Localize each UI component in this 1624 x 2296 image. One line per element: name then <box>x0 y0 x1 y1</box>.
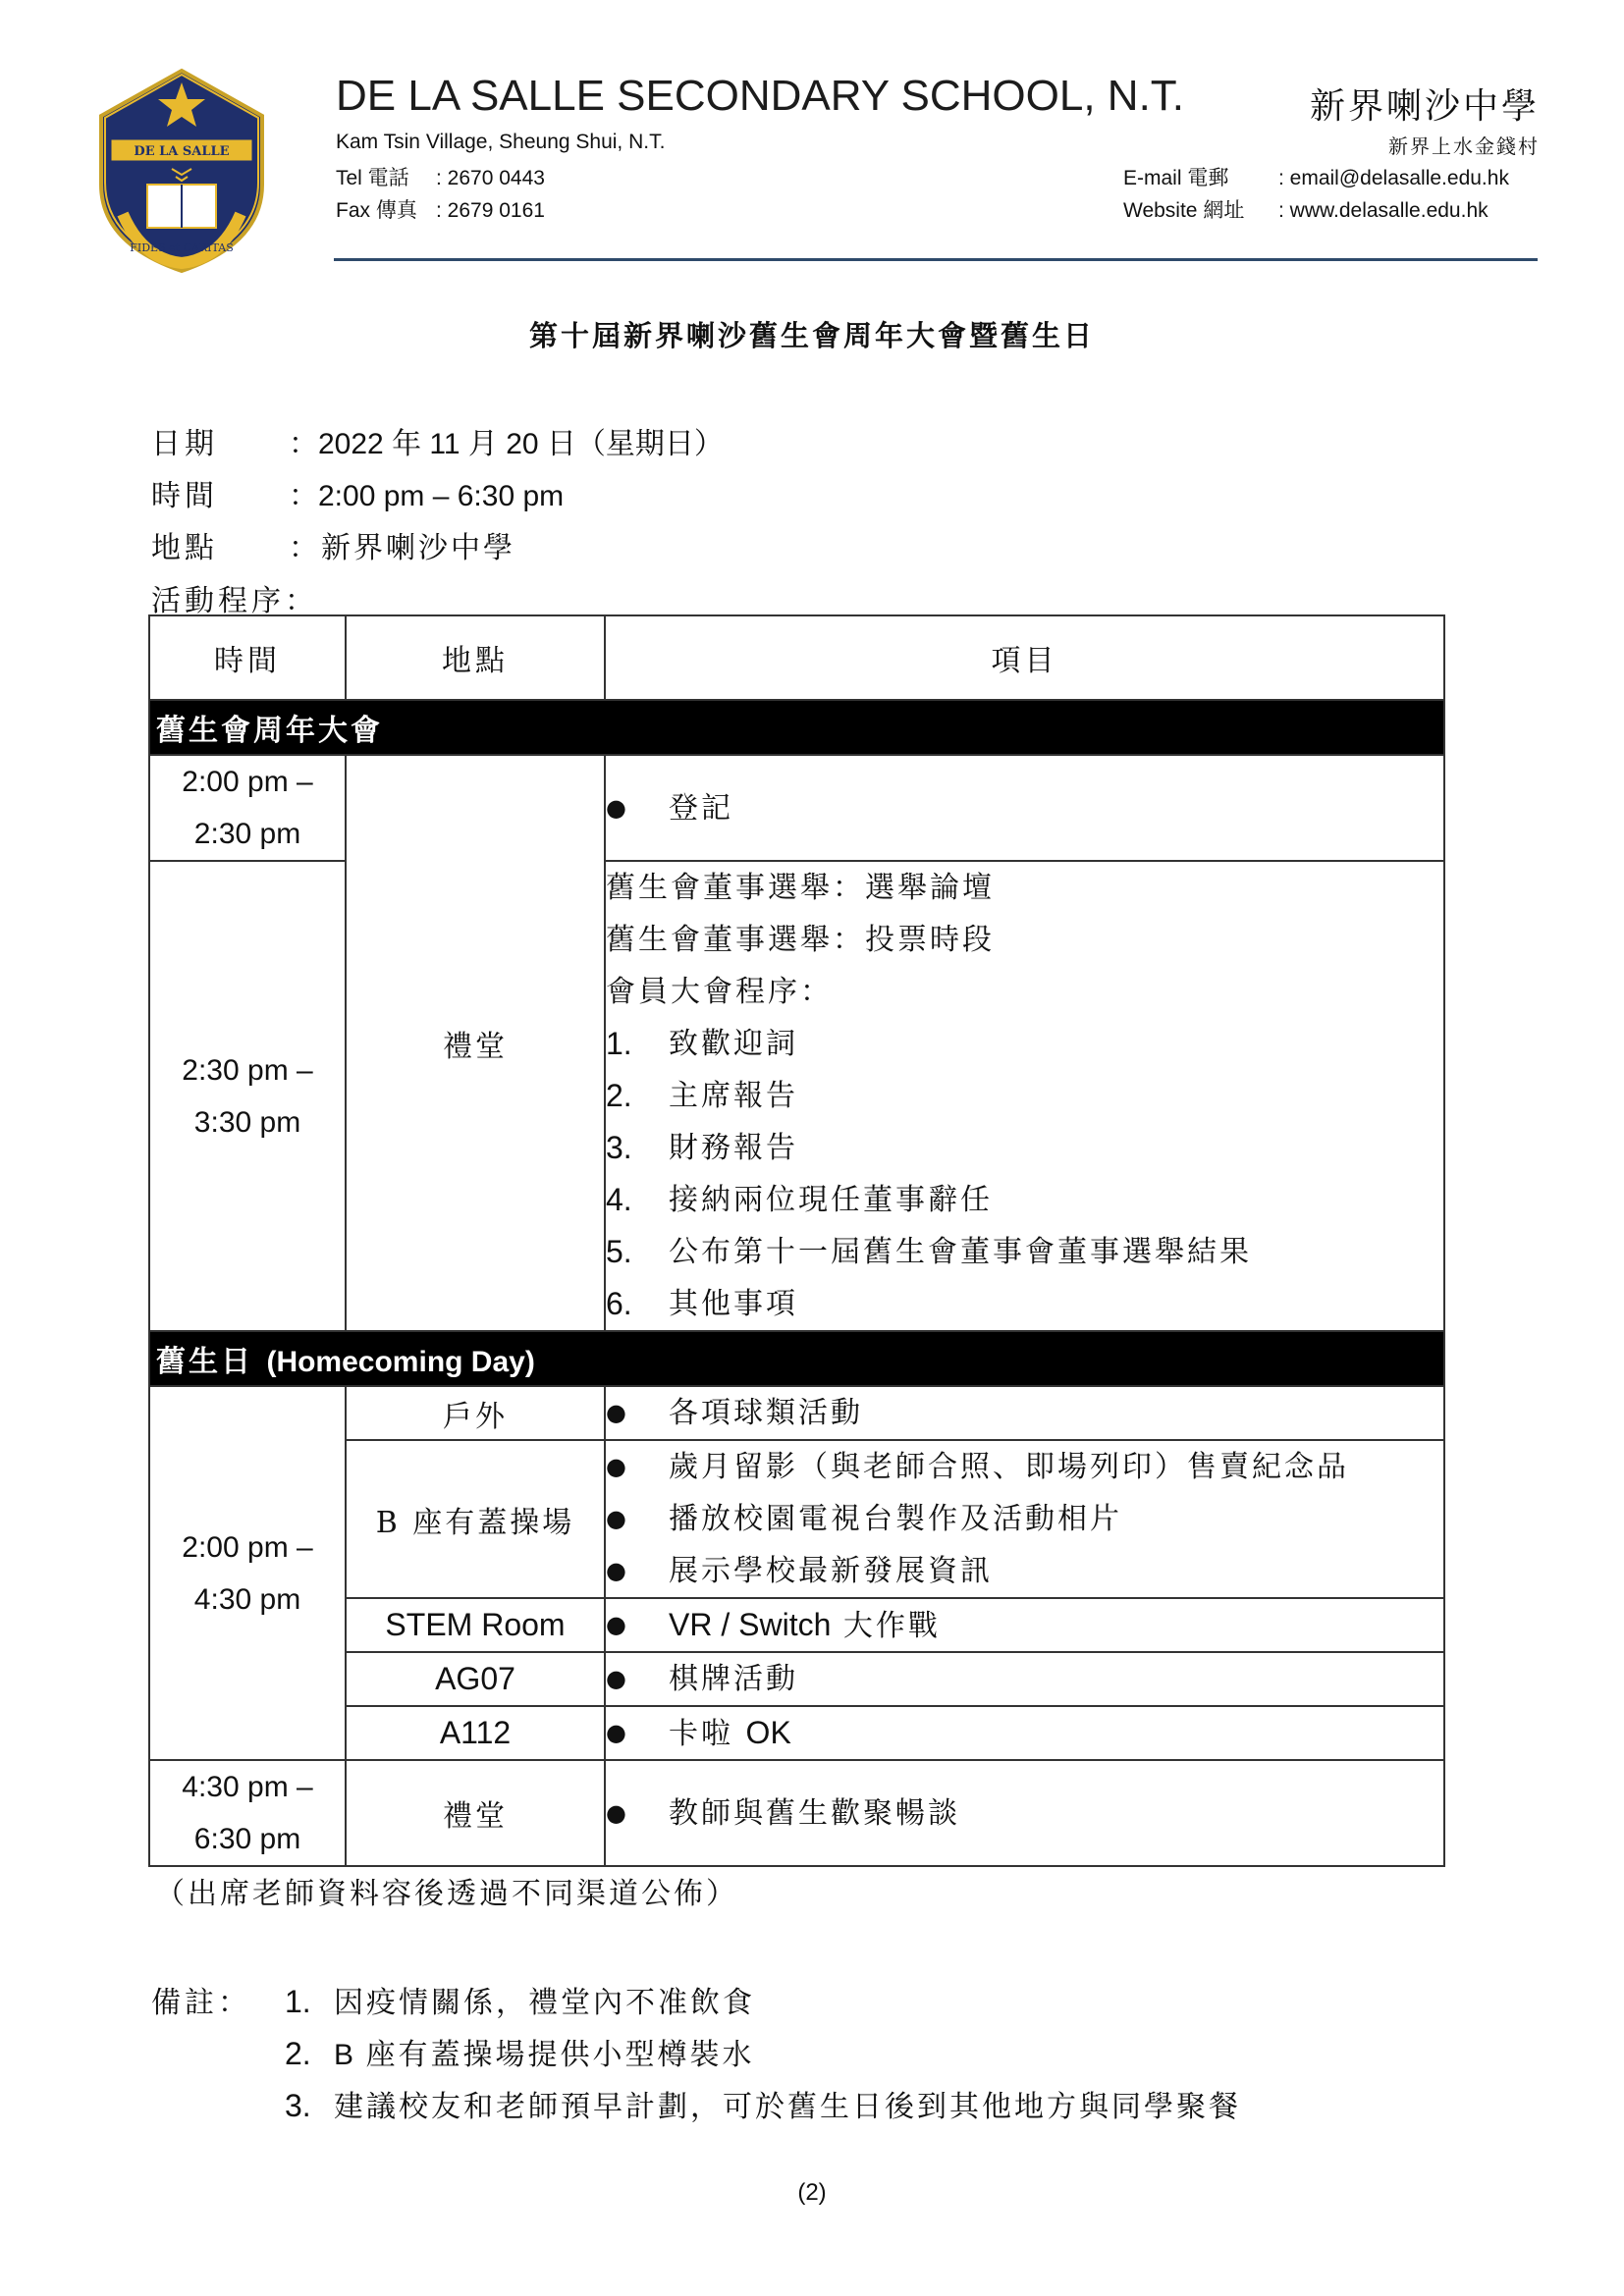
item-number: 6. <box>606 1286 632 1321</box>
table-row <box>149 1386 1444 1440</box>
items-cell <box>605 1652 1444 1706</box>
school-address-zh: 新界上水金錢村 <box>1388 134 1540 158</box>
place-a112: A112 <box>346 1706 605 1760</box>
school-name-en: DE LA SALLE SECONDARY SCHOOL, N.T. <box>336 72 1185 120</box>
place-outdoor: 戶外 <box>346 1386 605 1440</box>
place-hall: 禮堂 <box>346 1760 605 1866</box>
item-number: 1. <box>606 1026 632 1061</box>
time-end: 2:30 pm <box>193 818 301 850</box>
numbered-item <box>606 1174 1443 1226</box>
fax-label: Fax 傳真 <box>336 199 417 222</box>
time-start: 4:30 pm – <box>182 1771 313 1803</box>
program-label: 活動程序： <box>151 584 318 618</box>
numbered-item <box>606 1278 1443 1330</box>
info-venue-value: ：新界喇沙中學 <box>289 531 515 565</box>
item-text: 公布第十一屆舊生會董事會董事選舉結果 <box>669 1235 1252 1269</box>
section-title-en: (Homecoming Day) <box>266 1346 535 1378</box>
remark-text: 因疫情關係，禮堂內不准飲食 <box>334 1986 755 2020</box>
items-cell <box>605 1598 1444 1652</box>
section-title-agm: 舊生會周年大會 <box>149 700 1444 755</box>
item-text: 致歡迎詞 <box>669 1027 798 1061</box>
place-stem-room: STEM Room <box>346 1598 605 1652</box>
remark-number: 3. <box>285 2088 311 2123</box>
item-number: 4. <box>606 1182 632 1217</box>
list-item: ● 教師與舊生歡聚暢談 <box>606 1788 1443 1840</box>
list-item: ● 登記 <box>606 782 1443 834</box>
remarks-label: 備註： <box>151 1986 251 2020</box>
time-start: 2:00 pm – <box>182 766 313 798</box>
letterhead-divider <box>334 258 1538 261</box>
info-time-value: ：2:00 pm – 6:30 pm <box>289 480 565 512</box>
time-cell <box>149 861 346 1331</box>
fax-row <box>336 194 545 224</box>
tel-row <box>336 162 545 191</box>
item-text: 財務報告 <box>669 1131 798 1165</box>
table-header-row <box>149 615 1444 700</box>
time-start: 2:00 pm – <box>182 1530 313 1564</box>
list-item: ● 展示學校最新發展資訊 <box>606 1545 1443 1597</box>
remark-number: 1. <box>285 1984 311 2019</box>
item-en: OK <box>745 1715 791 1750</box>
list-item: ● 播放校園電視台製作及活動相片 <box>606 1493 1443 1545</box>
tel-value: : 2670 0443 <box>436 167 545 189</box>
info-time-label: 時間 <box>151 479 218 513</box>
header-place: 地點 <box>346 615 605 700</box>
section-title-zh: 舊生日 <box>156 1345 253 1379</box>
document-title: 第十屆新界喇沙舊生會周年大會暨舊生日 <box>528 319 1095 352</box>
table-row <box>149 755 1444 861</box>
time-start: 2:30 pm – <box>182 1053 313 1087</box>
remark-text: 座有蓋操場提供小型樽裝水 <box>365 2038 755 2072</box>
item-text: 其他事項 <box>669 1287 798 1321</box>
table-row <box>149 861 1444 1331</box>
place-ag07: AG07 <box>346 1652 605 1706</box>
time-end: 6:30 pm <box>193 1823 301 1855</box>
numbered-item <box>606 1018 1443 1070</box>
item-zh: 卡啦 <box>669 1717 733 1751</box>
email-row <box>1123 162 1509 191</box>
section-band-agm <box>149 700 1444 755</box>
remark-item <box>285 2030 755 2073</box>
info-date-label: 日期 <box>151 427 218 461</box>
svg-text:DE LA SALLE: DE LA SALLE <box>134 144 230 159</box>
numbered-item <box>606 1070 1443 1122</box>
schedule-table <box>148 614 1445 1867</box>
list-item: ● 歲月留影（與老師合照、即場列印）售賣紀念品 <box>606 1441 1443 1493</box>
tel-label: Tel 電話 <box>336 167 409 189</box>
items-cell <box>605 1706 1444 1760</box>
header-items: 項目 <box>605 615 1444 700</box>
list-item: ● 各項球類活動 <box>606 1387 1443 1439</box>
place-block-b: B 座有蓋操場 <box>346 1440 605 1598</box>
item-zh: 大作戰 <box>842 1609 941 1643</box>
page-number: (2) <box>797 2179 827 2206</box>
item-number: 5. <box>606 1234 632 1269</box>
info-date-value: ：2022 年 11 月 20 日（星期日） <box>289 428 724 460</box>
list-item <box>606 1707 1443 1759</box>
items-cell <box>605 861 1444 1331</box>
fax-value: : 2679 0161 <box>436 199 545 222</box>
list-item: 舊生會董事選舉：投票時段 <box>606 923 995 957</box>
item-text: 主席報告 <box>669 1079 798 1113</box>
remark-item <box>285 1978 755 2021</box>
info-date <box>151 419 724 462</box>
items-cell <box>605 1760 1444 1866</box>
items-cell <box>605 755 1444 861</box>
svg-text:FIDES et CARITAS: FIDES et CARITAS <box>130 241 234 254</box>
website-label: Website 網址 <box>1123 199 1245 222</box>
time-cell <box>149 1760 346 1866</box>
place-hall: 禮堂 <box>346 755 605 1331</box>
item-number: 2. <box>606 1078 632 1113</box>
website-link[interactable]: : www.delasalle.edu.hk <box>1278 199 1489 222</box>
table-row <box>149 1760 1444 1866</box>
list-item <box>606 1599 1443 1651</box>
item-text: 接納兩位現任董事辭任 <box>669 1183 993 1217</box>
email-label: E-mail 電郵 <box>1123 167 1229 189</box>
school-name-zh: 新界喇沙中學 <box>1309 86 1540 127</box>
school-address-en: Kam Tsin Village, Sheung Shui, N.T. <box>336 131 666 153</box>
list-item: 會員大會程序： <box>606 975 833 1009</box>
section-band-homecoming <box>149 1331 1444 1386</box>
remark-item <box>285 2082 1241 2125</box>
list-item: 舊生會董事選舉：選舉論壇 <box>606 871 995 905</box>
time-cell <box>149 1386 346 1760</box>
header-time: 時間 <box>149 615 346 700</box>
time-end: 3:30 pm <box>193 1105 301 1139</box>
time-end: 4:30 pm <box>193 1582 301 1616</box>
item-en: VR / Switch <box>669 1607 832 1642</box>
website-row <box>1123 194 1489 224</box>
time-cell <box>149 755 346 861</box>
remark-prefix: B <box>334 2039 354 2071</box>
remark-number: 2. <box>285 2036 311 2071</box>
numbered-item <box>606 1226 1443 1278</box>
info-venue-label: 地點 <box>151 531 218 565</box>
item-number: 3. <box>606 1130 632 1165</box>
teacher-attendance-note: （出席老師資料容後透過不同渠道公佈） <box>155 1877 738 1911</box>
list-item: ● 棋牌活動 <box>606 1653 1443 1705</box>
items-cell <box>605 1386 1444 1440</box>
school-crest-logo <box>93 67 270 275</box>
numbered-item <box>606 1122 1443 1174</box>
info-venue <box>151 523 515 566</box>
email-link[interactable]: : email@delasalle.edu.hk <box>1278 167 1509 189</box>
info-time <box>151 471 564 514</box>
remark-text: 建議校友和老師預早計劃，可於舊生日後到其他地方與同學聚餐 <box>334 2090 1241 2124</box>
items-cell <box>605 1440 1444 1598</box>
section-title-homecoming <box>149 1331 1444 1386</box>
